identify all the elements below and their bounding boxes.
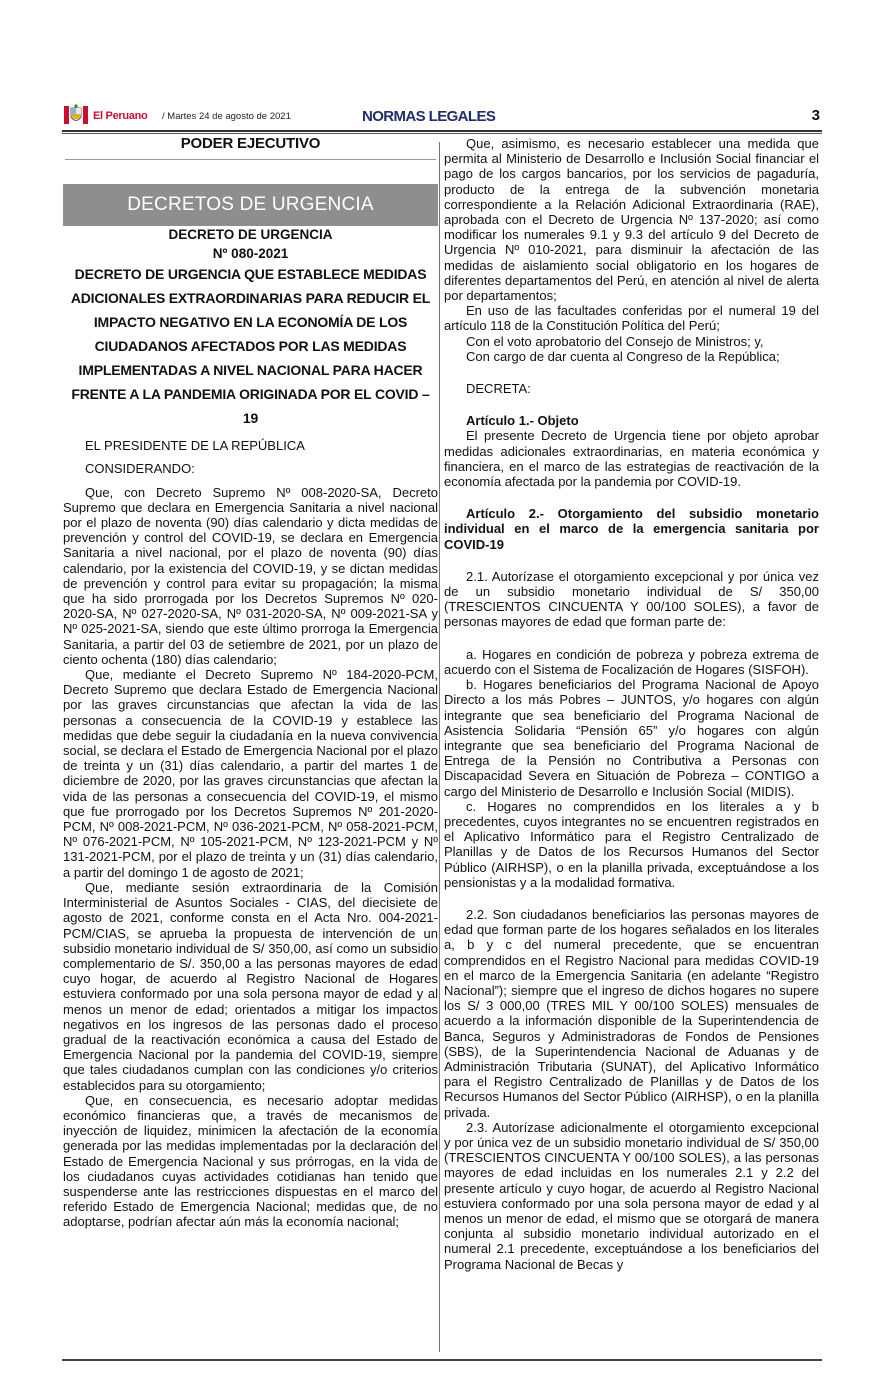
section-name: NORMAS LEGALES — [362, 108, 496, 125]
section-heading: PODER EJECUTIVO — [180, 135, 321, 152]
paragraph: Que, mediante sesión extraordinaria de la Comisión Interministerial de Asuntos Sociales - CIAS, del diecisiete de agosto de 2021, conforme consta en el Acta Nro. 004-2021-PCM/CIAS, se aprueba la propuesta de intervención de un subsidio monetario individual de S/ 350,00, así como un subsidio complementario de S/. 350,00 a las personas mayores de edad cuyo hogar, de acuerdo al Registro Nacional de Hogares estuviera conformado por una sola persona mayor de edad y al menos un menor de edad; orientados a mitigar los impactos negativos en los ingresos de las personas dado el proceso gradual de la reactivación económica a causa del Estado de Emergencia Nacional por la pandemia del COVID-19, siempre que tales ciudadanos cumplan con las condiciones y/o criterios establecidos para su otorgamiento; — [63, 879, 438, 1093]
paragraph: Con el voto aprobatorio del Consejo de Ministros; y, — [466, 333, 764, 349]
list-item: b. Hogares beneficiarios del Programa Nacional de Apoyo Directo a los más Pobres – JUNTOS, y/o hogares con algún integrante que sea beneficiario del Programa Nacional de Asistencia Solidaria “Pensión 65” y/o hogares con algún integrante que sea beneficiario del Programa Nacional de Entrega de la Pensión no Contributiva a Personas con Discapacidad Severa en Situación de Pobreza – CONTIGO a cargo del Ministerio de Desarrollo e Inclusión Social (MIDIS). — [444, 677, 819, 799]
left-column — [63, 136, 438, 1230]
publication-date: / Martes 24 de agosto de 2021 — [162, 111, 291, 122]
list-item: a. Hogares en condición de pobreza y pobreza extrema de acuerdo con el Sistema de Focalización de Hogares (SISFOH). — [444, 646, 819, 677]
decreta-line: DECRETA: — [466, 381, 531, 397]
article-2-title: Artículo 2.- Otorgamiento del subsidio monetario individual en el marco de la emergencia sanitaria por COVID-19 — [444, 506, 819, 552]
page-header — [62, 104, 822, 130]
paragraph: 2.2. Son ciudadanos beneficiarios las personas mayores de edad que forman parte de los hogares señalados en los literales a, b y c del numeral precedente, que se encuentran comprendidos en el Registro Nacional para medidas COVID-19 en el marco de la Emergencia Sanitaria (en adelante “Registro Nacional”); siempre que el ingreso de dichos hogares no supere los S/ 3 000,00 (TRES MIL Y 00/100 SOLES) mensuales de acuerdo a la información disponible de la Superintendencia de Banca, Seguros y Administradoras de Fondos de Pensiones (SBS), de la Superintendencia Nacional de Aduanas y de Administración Tributaria (SUNAT), del Aplicativo Informático para el Registro Centralizado de Planillas y de Datos de los Recursos Humanos del Sector Público (AIRHSP), o en la planilla privada. — [444, 906, 819, 1120]
coat-of-arms-icon — [64, 104, 88, 126]
paragraph: Que, en consecuencia, es necesario adoptar medidas económico financieras que, a través de mecanismos de inyección de liquidez, minimicen la afectación de la economía generada por las medidas implementadas por la declaración del Estado de Emergencia Nacional y sus prórrogas, en la vida de los ciudadanos cuyas actividades cotidianas han tenido que suspenderse ante las restricciones dispuestas en el marco del referido Estado de Emergencia Nacional; medidas que, de no adoptarse, podrían afectar aún más la economía nacional; — [63, 1092, 438, 1230]
paragraph: Que, mediante el Decreto Supremo Nº 184-2020-PCM, Decreto Supremo que declara Estado de Emergencia Nacional por las graves circunstancias que afectan la vida de las personas a consecuencia de la COVID-19 y establece las medidas que debe seguir la ciudadanía en la nueva convivencia social, se declara el Estado de Emergencia Nacional por el plazo de treinta y un (31) días calendario, a partir del martes 1 de diciembre de 2020, por las graves circunstancias que afectan la vida de las personas a consecuencia del COVID-19, el mismo que fue prorrogado por los Decretos Supremos Nº 201-2020-PCM, Nº 008-2021-PCM, Nº 036-2021-PCM, Nº 058-2021-PCM, Nº 076-2021-PCM, Nº 105-2021-PCM, Nº 123-2021-PCM y Nº 131-2021-PCM, por el plazo de treinta y un (31) días calendario, a partir del domingo 1 de agosto de 2021; — [63, 667, 438, 880]
paragraph: Que, con Decreto Supremo Nº 008-2020-SA, Decreto Supremo que declara en Emergencia Sanitaria a nivel nacional por el plazo de noventa (90) días calendario y dicta medidas de prevención y control del COVID-19, se declara en Emergencia Sanitaria a nivel nacional, por el plazo de noventa (90) días calendario, por la existencia del COVID-19, y se dictan medidas de prevención y control para evitar su propagación; la misma que ha sido prorrogada por los Decretos Supremos Nº 020-2020-SA, Nº 027-2020-SA, Nº 031-2020-SA, Nº 009-2021-SA y Nº 025-2021-SA, siendo que este último prorroga la Emergencia Sanitaria, a partir del 03 de setiembre de 2021, por un plazo de ciento ochenta (180) días calendario; — [63, 484, 438, 667]
paragraph: 2.1. Autorízase el otorgamiento excepcional y por única vez de un subsidio monetario individual de S/ 350,00 (TRESCIENTOS CINCUENTA Y 00/100 SOLES), a favor de personas mayores de edad que forman parte de: — [444, 568, 819, 630]
considerando-line: CONSIDERANDO: — [85, 461, 195, 477]
paragraph: El presente Decreto de Urgencia tiene por objeto aprobar medidas adicionales extraordinarias, en materia económica y financiera, en el marco de las estrategias de reactivación de la economía afectada por la pandemia por COVID-19. — [444, 428, 819, 490]
column-divider — [439, 142, 440, 1352]
newspaper-name: El Peruano — [93, 110, 148, 122]
decree-banner: DECRETOS DE URGENCIA — [63, 184, 438, 226]
decree-heading: DECRETO DE URGENCIA QUE ESTABLECE MEDIDAS ADICIONALES EXTRAORDINARIAS PARA REDUCIR EL IMPACTO NEGATIVO EN LA ECONOMÍA DE LOS CIUDADANOS AFECTADOS POR LAS MEDIDAS IMPLEMENTADAS A NIVEL NACIONAL PARA HACER FRENTE A LA PANDEMIA ORIGINADA POR EL COVID – 19 — [70, 266, 431, 427]
article-1-title: Artículo 1.- Objeto — [466, 413, 579, 429]
paragraph: 2.3. Autorízase adicionalmente el otorgamiento excepcional y por única vez de un subsidio monetario individual de S/ 350,00 (TRESCIENTOS CINCUENTA Y 00/100 SOLES), a las personas mayores de edad incluidas en los numerales 2.1 y 2.2 del presente artículo y cuyo hogar, de acuerdo al Registro Nacional estuviera conformado por una sola persona mayor de edad y al menos un menor de edad, el mismo que se otorgará de manera conjunta al subsidio monetario individual autorizado en el numeral 2.1 precedente, exceptuándose a los beneficiarios del Programa Nacional de Becas y — [444, 1119, 819, 1272]
header-rule — [62, 130, 822, 132]
right-column — [444, 136, 819, 1272]
decree-title: DECRETO DE URGENCIA — [168, 227, 333, 243]
footer-rule — [62, 1359, 822, 1361]
section-rule — [65, 159, 436, 160]
paragraph: Que, asimismo, es necesario establecer una medida que permita al Ministerio de Desarrollo e Inclusión Social financiar el pago de los cargos bancarios, por los servicios de pagaduría, producto de la entrega de la subvención monetaria correspondiente a la Relación Adicional Extraordinaria (RAE), aprobada con el Decreto de Urgencia Nº 137-2020; así como modificar los numerales 9.1 y 9.3 del artículo 9 del Decreto de Urgencia Nº 010-2021, para disminuir la afectación de las medidas de aislamiento social obligatorio en los hogares de diferentes departamentos del Perú, en atención al nivel de alerta por departamentos; — [444, 136, 819, 304]
decree-number: Nº 080-2021 — [212, 246, 289, 262]
president-line: EL PRESIDENTE DE LA REPÚBLICA — [85, 438, 305, 454]
paragraph: En uso de las facultades conferidas por el numeral 19 del artículo 118 de la Constitución Política del Perú; — [444, 303, 819, 334]
header-rule-thin — [62, 133, 822, 134]
page-number: 3 — [811, 107, 820, 124]
list-item: c. Hogares no comprendidos en los literales a y b precedentes, cuyos integrantes no se encuentren registrados en el Aplicativo Informático para el Registro Centralizado de Planillas y de Datos de los Recursos Humanos del Sector Público (AIRHSP), o en la planilla privada, exceptuándose a los pensionistas y a la modalidad formativa. — [444, 798, 819, 890]
paragraph: Con cargo de dar cuenta al Congreso de la República; — [466, 348, 780, 364]
